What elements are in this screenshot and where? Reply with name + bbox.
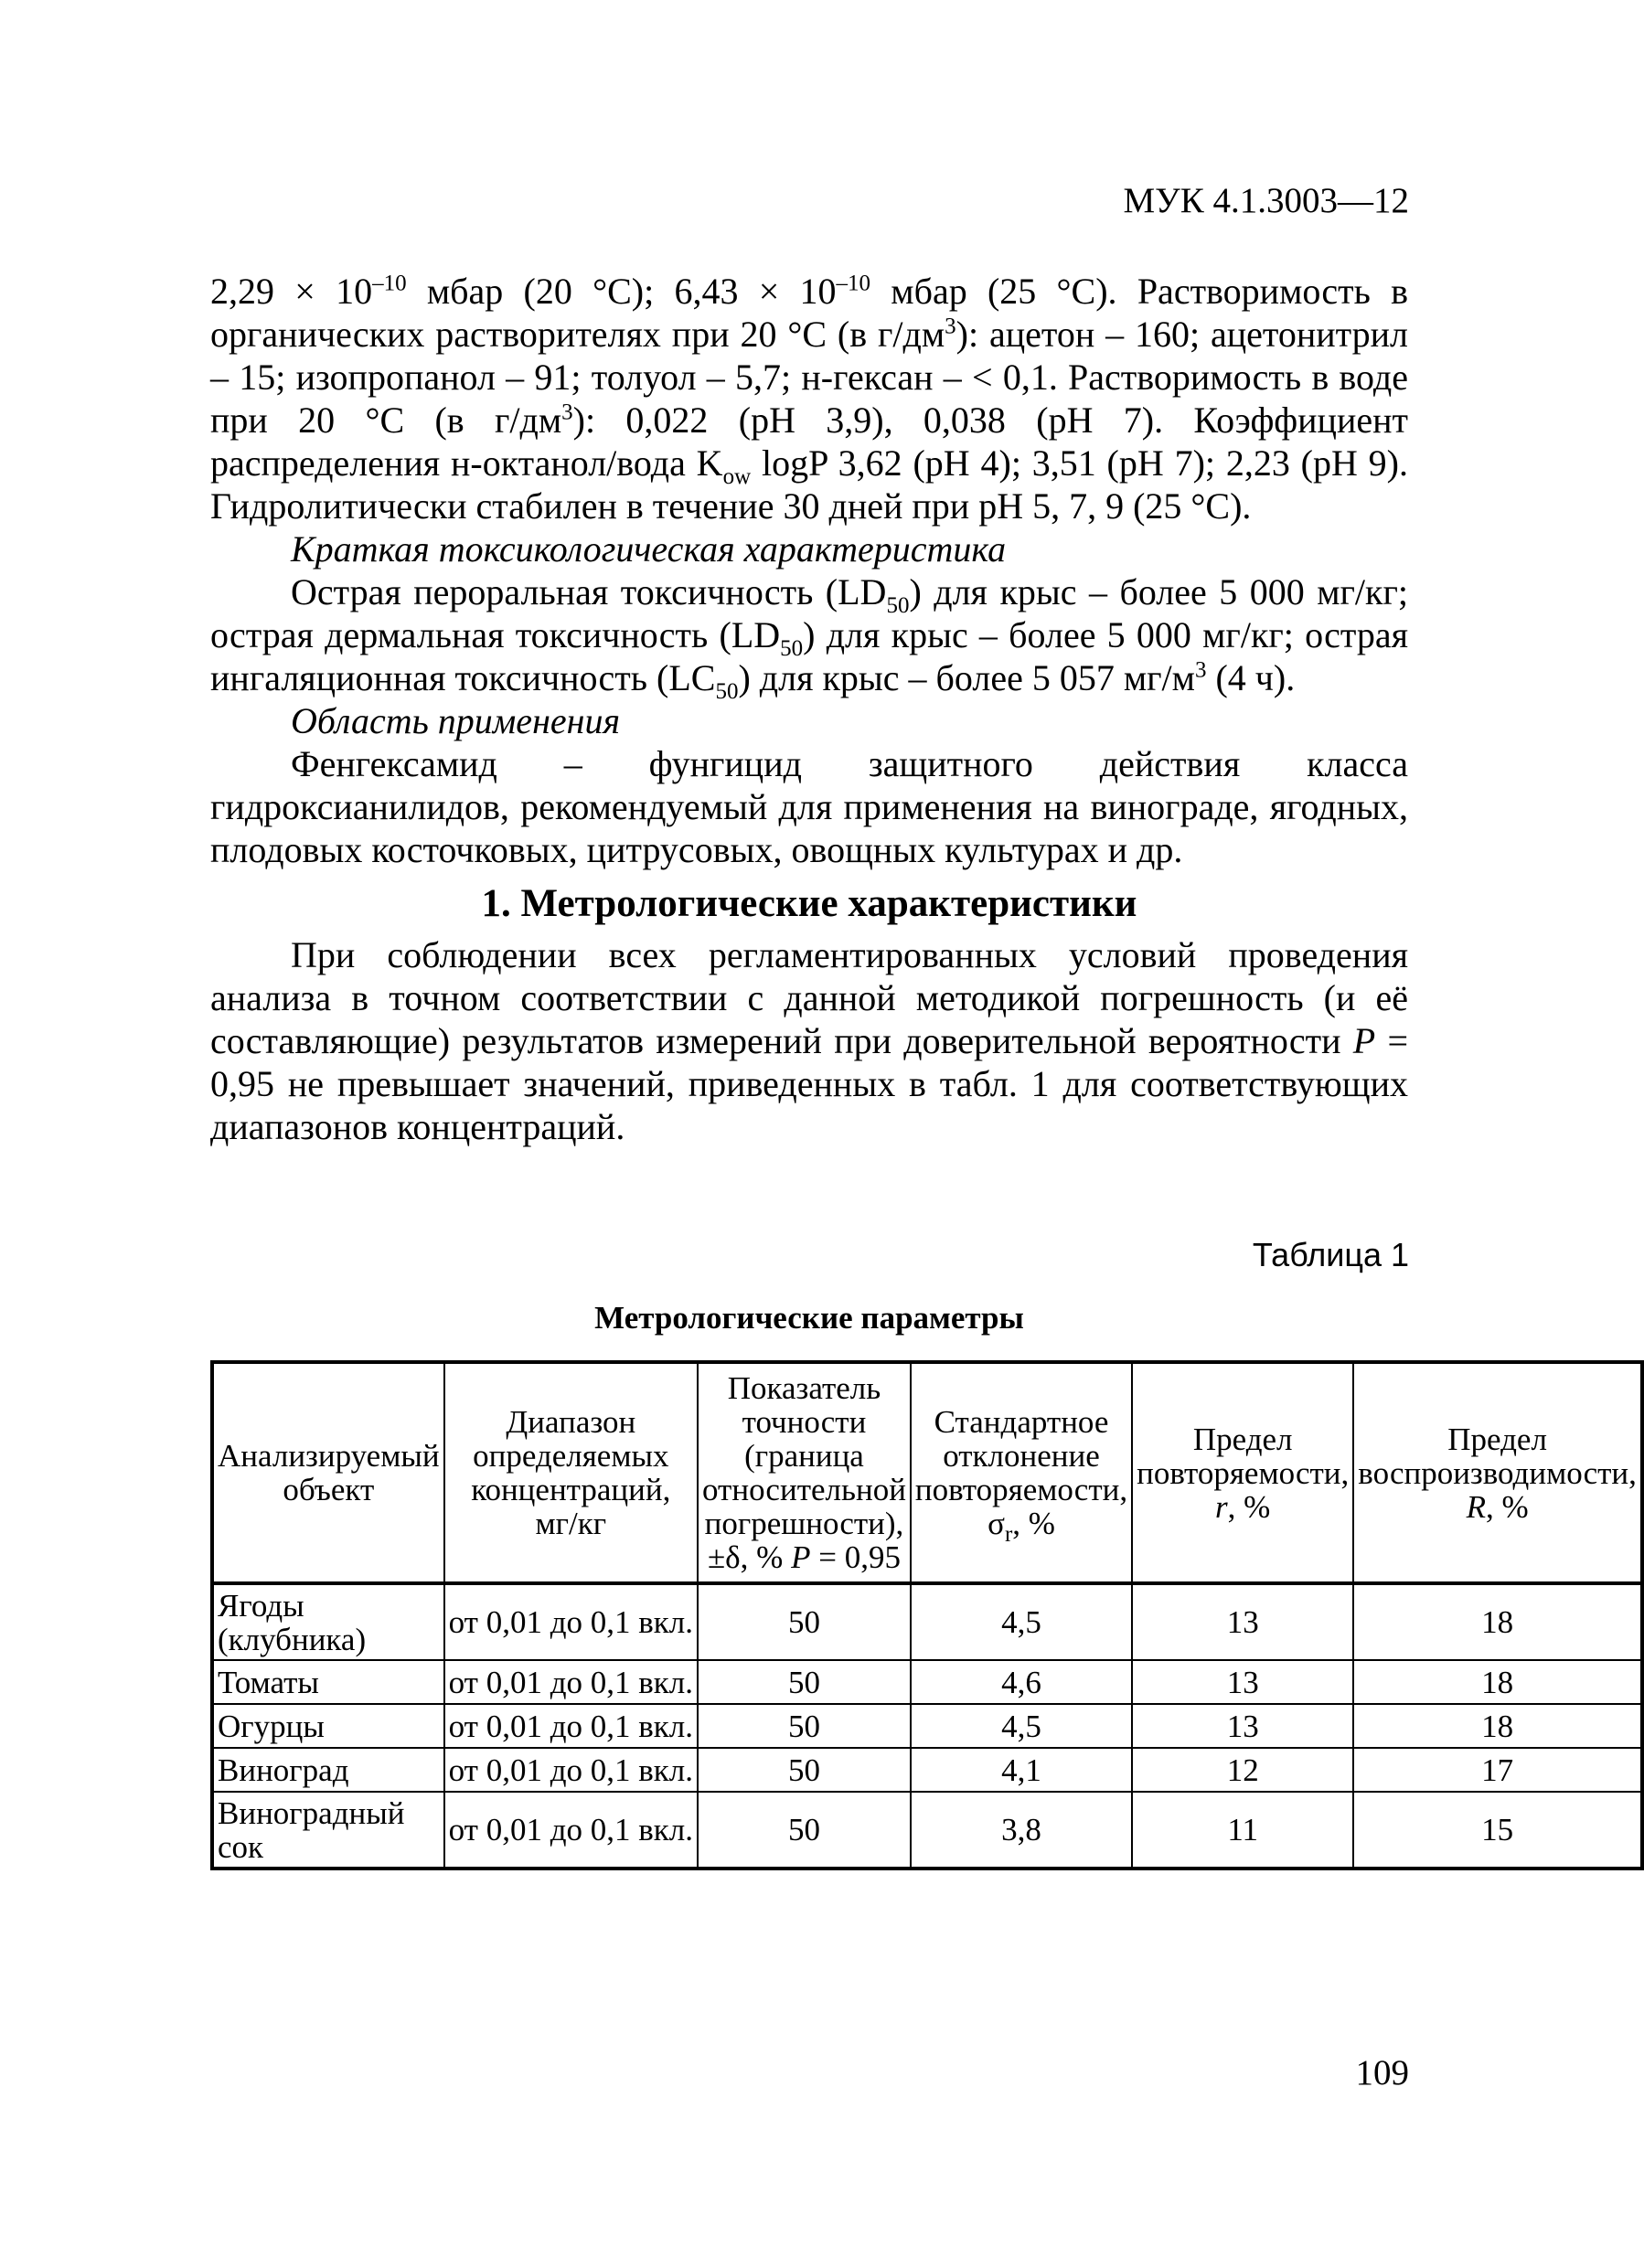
header-reproducibility: Предел воспроизводимости, R, %: [1353, 1362, 1642, 1583]
cell-object: Томаты: [212, 1660, 444, 1704]
cell-range: от 0,01 до 0,1 вкл.: [444, 1660, 698, 1704]
header-range: Диапазон определяемых концентраций, мг/кг: [444, 1362, 698, 1583]
table-header-row: [212, 1362, 1642, 1583]
header-object: Анализируемый объект: [212, 1362, 444, 1583]
cell-stddev: 4,6: [911, 1660, 1132, 1704]
cell-reproducibility: 18: [1353, 1704, 1642, 1748]
page-number: 109: [1355, 2053, 1409, 2092]
cell-repeatability: 13: [1132, 1704, 1353, 1748]
cell-stddev: 4,5: [911, 1583, 1132, 1660]
cell-object: Виноградный сок: [212, 1792, 444, 1869]
section-title: 1. Метрологические характеристики: [481, 882, 1137, 925]
cell-reproducibility: 17: [1353, 1748, 1642, 1792]
cell-repeatability: 13: [1132, 1660, 1353, 1704]
cell-range: от 0,01 до 0,1 вкл.: [444, 1704, 698, 1748]
cell-accuracy: 50: [698, 1792, 911, 1869]
cell-range: от 0,01 до 0,1 вкл.: [444, 1748, 698, 1792]
table-label: Таблица 1: [1252, 1236, 1409, 1273]
toxicology-paragraph: Острая пероральная токсичность $(LD_{50})$ для крыс – более 5 000 мг/кг; острая дермальная токсичность $(LD_{50})$ для крыс – более 5 000 мг/кг; острая ингаляционная токсичность $(LC_{50})$ для крыс – более 5 057 $мг/м^3$ (4 ч).: [210, 571, 1409, 704]
cell-repeatability: 11: [1132, 1792, 1353, 1869]
table-row: [212, 1748, 1642, 1792]
cell-object: Виноград: [212, 1748, 444, 1792]
cell-range: от 0,01 до 0,1 вкл.: [444, 1792, 698, 1869]
metrology-paragraph: При соблюдении всех регламентированных условий проведения анализа в точном соответствии с данной методикой погрешность (и её составляющие) результатов измерений при доверительной вероятности P = 0,95 не превышает значений, приведенных в табл. 1 для соответствующих диапазонов концентраций.: [210, 934, 1408, 1147]
metrology-table: [210, 1360, 1644, 1870]
header-accuracy: Показатель точности (граница относительной погрешности), ±δ, % P = 0,95: [698, 1362, 911, 1583]
cell-reproducibility: 18: [1353, 1660, 1642, 1704]
cell-accuracy: 50: [698, 1748, 911, 1792]
cell-range: от 0,01 до 0,1 вкл.: [444, 1583, 698, 1660]
cell-reproducibility: 18: [1353, 1583, 1642, 1660]
properties-paragraph: $2,29 \times 10^{-10}$ мбар (20 °С); $6,43 \times 10^{-10}$ мбар (25 °С). Растворимость в органических растворителях при 20 °С (в $г/дм^3$): ацетон – 160; ацетонитрил – 15; изопропанол – 91; толуол – 5,7; н-гексан – < 0,1. Растворимость в воде при 20 °С (в $г/дм^3$): 0,022 (рН 3,9), 0,038 (рН 7). Коэффициент распределения н-октанол/вода $K_{ow}$ logP 3,62 (рН 4); 3,51 (рН 7); 2,23 (рН 9). Гидролитически стабилен в течение 30 дней при рН 5, 7, 9 (25 °С).: [210, 271, 1409, 527]
cell-repeatability: 12: [1132, 1748, 1353, 1792]
cell-reproducibility: 15: [1353, 1792, 1642, 1869]
table-row: [212, 1704, 1642, 1748]
cell-object: Огурцы: [212, 1704, 444, 1748]
cell-stddev: 4,5: [911, 1704, 1132, 1748]
table-title: Метрологические параметры: [594, 1300, 1024, 1336]
cell-repeatability: 13: [1132, 1583, 1353, 1660]
body-text: [210, 270, 1408, 1148]
cell-stddev: 4,1: [911, 1748, 1132, 1792]
table-row: [212, 1792, 1642, 1869]
cell-accuracy: 50: [698, 1583, 911, 1660]
cell-accuracy: 50: [698, 1704, 911, 1748]
header-stddev: Стандартное отклонение повторяемости, $\sigma_r$, %: [911, 1362, 1132, 1583]
application-subheading: Область применения: [291, 700, 621, 741]
document-code-header: МУК 4.1.3003—12: [1123, 181, 1409, 220]
table-row: [212, 1583, 1642, 1660]
header-repeatability: Предел повторяемости, r, %: [1132, 1362, 1353, 1583]
table-row: [212, 1660, 1642, 1704]
application-paragraph: Фенгексамид – фунгицид защитного действия класса гидроксианилидов, рекомендуемый для применения на винограде, ягодных, плодовых косточковых, цитрусовых, овощных культурах и др.: [210, 743, 1408, 870]
toxicology-subheading: Краткая токсикологическая характеристика: [291, 528, 1007, 570]
cell-stddev: 3,8: [911, 1792, 1132, 1869]
cell-accuracy: 50: [698, 1660, 911, 1704]
cell-object: Ягоды (клубника): [212, 1583, 444, 1660]
